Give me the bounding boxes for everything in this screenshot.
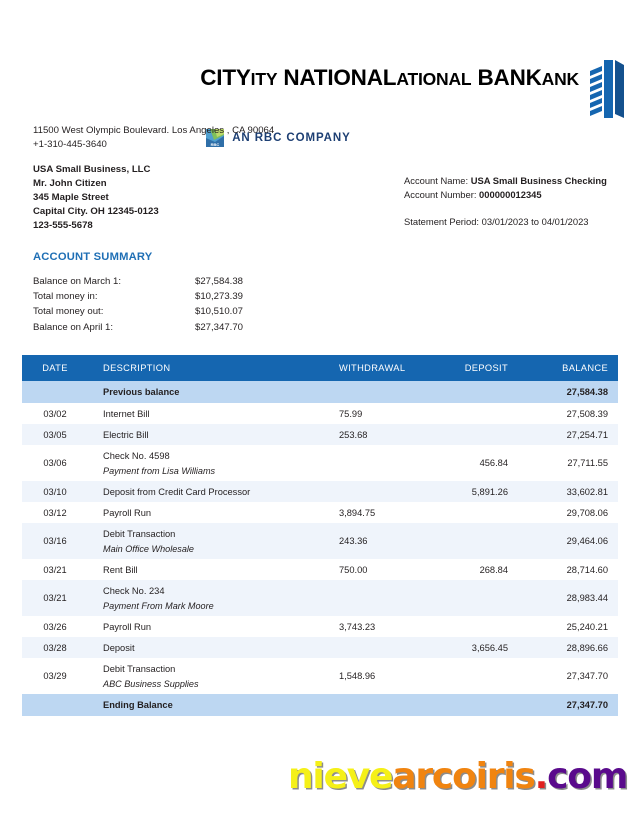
transaction-note: Payment from Lisa Williams bbox=[103, 465, 216, 476]
transaction-balance: 27,508.39 bbox=[524, 403, 618, 424]
bank-building-icon bbox=[588, 58, 626, 120]
account-summary-body bbox=[33, 277, 295, 338]
account-summary-table bbox=[33, 277, 295, 338]
transaction-balance: 28,896.66 bbox=[524, 637, 618, 658]
transaction-description: Internet Bill bbox=[88, 403, 316, 424]
site-watermark bbox=[288, 756, 628, 797]
summary-row bbox=[33, 277, 295, 292]
transaction-date: 03/16 bbox=[22, 523, 88, 559]
ending-balance-row bbox=[22, 694, 618, 716]
transaction-date: 03/05 bbox=[22, 424, 88, 445]
column-header-withdrawal: WITHDRAWAL bbox=[316, 355, 428, 381]
account-meta-block bbox=[404, 174, 607, 229]
table-row bbox=[22, 445, 618, 481]
transaction-description: Check No. 234 Payment From Mark Moore bbox=[88, 580, 316, 616]
logo-wordmark-row bbox=[200, 58, 626, 120]
transaction-description: Electric Bill bbox=[88, 424, 316, 445]
logo-word-city: CITY bbox=[200, 65, 251, 90]
transaction-withdrawal: 3,894.75 bbox=[316, 502, 428, 523]
summary-amount: $27,347.70 bbox=[195, 321, 244, 333]
transaction-withdrawal: 253.68 bbox=[316, 424, 428, 445]
summary-row bbox=[33, 323, 295, 338]
table-row bbox=[22, 658, 618, 694]
previous-balance-deposit bbox=[428, 381, 524, 403]
table-row bbox=[22, 403, 618, 424]
logo-word-bank: BANK bbox=[477, 65, 542, 90]
logo-word-national: NATIONAL bbox=[283, 65, 397, 90]
transaction-withdrawal: 750.00 bbox=[316, 559, 428, 580]
transaction-deposit bbox=[428, 523, 524, 559]
watermark-part-4: com bbox=[547, 756, 628, 797]
table-row bbox=[22, 580, 618, 616]
transaction-description: Check No. 4598 Payment from Lisa Williams bbox=[88, 445, 316, 481]
statement-period-value: 03/01/2023 to 04/01/2023 bbox=[481, 216, 589, 228]
summary-row bbox=[33, 307, 295, 322]
transaction-balance: 27,254.71 bbox=[524, 424, 618, 445]
table-header-row bbox=[22, 355, 618, 381]
transaction-deposit bbox=[428, 580, 524, 616]
watermark-part-2: arcoiris bbox=[392, 756, 535, 797]
transaction-date: 03/10 bbox=[22, 481, 88, 502]
rbc-tagline-text: AN RBC COMPANY bbox=[232, 132, 351, 144]
transaction-deposit bbox=[428, 502, 524, 523]
transactions-table bbox=[22, 355, 618, 716]
summary-amount: $27,584.38 bbox=[195, 276, 244, 287]
transaction-withdrawal: 75.99 bbox=[316, 403, 428, 424]
bank-address-line-1: 11500 West Olympic Boulevard. Los Angeles , CA 90064 bbox=[33, 125, 275, 136]
transaction-balance: 29,708.06 bbox=[524, 502, 618, 523]
ending-balance-label: Ending Balance bbox=[88, 694, 316, 716]
account-number-label: Account Number: bbox=[404, 189, 477, 201]
ending-balance-deposit bbox=[428, 694, 524, 716]
transaction-date: 03/06 bbox=[22, 445, 88, 481]
table-row bbox=[22, 502, 618, 523]
bank-address bbox=[33, 124, 274, 151]
logo-wordmark-text: CITYITY NATIONALATIONAL BANKANK bbox=[200, 65, 579, 90]
customer-address-block bbox=[33, 163, 159, 233]
transaction-deposit: 268.84 bbox=[428, 559, 524, 580]
transaction-deposit: 5,891.26 bbox=[428, 481, 524, 502]
transaction-deposit bbox=[428, 403, 524, 424]
summary-amount: $10,510.07 bbox=[195, 306, 244, 318]
transaction-description: Deposit from Credit Card Processor bbox=[88, 481, 316, 502]
previous-balance-withdrawal bbox=[316, 381, 428, 403]
table-row bbox=[22, 559, 618, 580]
account-number-row bbox=[404, 188, 607, 202]
account-name-row bbox=[404, 174, 607, 188]
statement-period-row bbox=[404, 215, 607, 229]
table-row bbox=[22, 481, 618, 502]
transaction-date: 03/02 bbox=[22, 403, 88, 424]
statement-period-label: Statement Period: bbox=[404, 216, 480, 228]
customer-company: USA Small Business, LLC bbox=[33, 164, 151, 175]
transaction-date: 03/29 bbox=[22, 658, 88, 694]
table-row bbox=[22, 616, 618, 637]
transaction-date: 03/28 bbox=[22, 637, 88, 658]
transaction-balance: 25,240.21 bbox=[524, 616, 618, 637]
watermark-part-1: nieve bbox=[288, 756, 393, 797]
column-header-date: DATE bbox=[22, 355, 88, 381]
table-row bbox=[22, 637, 618, 658]
customer-street: 345 Maple Street bbox=[33, 191, 109, 203]
transaction-date: 03/12 bbox=[22, 502, 88, 523]
column-header-balance: BALANCE bbox=[524, 355, 618, 381]
bank-phone: +1-310-445-3640 bbox=[33, 138, 107, 150]
summary-label: Total money out: bbox=[33, 306, 104, 318]
transaction-balance: 27,711.55 bbox=[524, 445, 618, 481]
customer-phone: 123-555-5678 bbox=[33, 219, 93, 231]
transaction-description: Debit Transaction Main Office Wholesale bbox=[88, 523, 316, 559]
transaction-description: Deposit bbox=[88, 637, 316, 658]
transaction-withdrawal: 1,548.96 bbox=[316, 658, 428, 694]
account-summary-heading: ACCOUNT SUMMARY bbox=[33, 251, 153, 263]
transaction-balance: 28,714.60 bbox=[524, 559, 618, 580]
transactions-table-body bbox=[22, 381, 618, 716]
svg-text:RBC: RBC bbox=[210, 142, 220, 147]
transaction-balance: 29,464.06 bbox=[524, 523, 618, 559]
transaction-balance: 28,983.44 bbox=[524, 580, 618, 616]
transaction-withdrawal bbox=[316, 580, 428, 616]
transaction-withdrawal bbox=[316, 445, 428, 481]
previous-balance-label: Previous balance bbox=[88, 381, 316, 403]
transaction-deposit bbox=[428, 658, 524, 694]
transaction-withdrawal: 3,743.23 bbox=[316, 616, 428, 637]
transaction-description: Payroll Run bbox=[88, 616, 316, 637]
summary-label: Balance on April 1: bbox=[33, 321, 114, 333]
transaction-deposit: 3,656.45 bbox=[428, 637, 524, 658]
account-name-label: Account Name: bbox=[404, 175, 469, 186]
transaction-balance: 27,347.70 bbox=[524, 658, 618, 694]
previous-balance-amount: 27,584.38 bbox=[524, 381, 618, 403]
transaction-note: Main Office Wholesale bbox=[103, 543, 194, 554]
transaction-note: ABC Business Supplies bbox=[103, 678, 199, 689]
summary-label: Balance on March 1: bbox=[33, 276, 121, 287]
transaction-date: 03/21 bbox=[22, 559, 88, 580]
watermark-part-3: . bbox=[534, 756, 548, 797]
ending-balance-withdrawal bbox=[316, 694, 428, 716]
ending-balance-date bbox=[22, 694, 88, 716]
transaction-description: Debit Transaction ABC Business Supplies bbox=[88, 658, 316, 694]
table-row bbox=[22, 523, 618, 559]
previous-balance-date bbox=[22, 381, 88, 403]
column-header-description: DESCRIPTION bbox=[88, 355, 316, 381]
transaction-withdrawal bbox=[316, 481, 428, 502]
transactions-table-header bbox=[22, 355, 618, 381]
transaction-deposit bbox=[428, 616, 524, 637]
transaction-deposit bbox=[428, 424, 524, 445]
transaction-note: Payment From Mark Moore bbox=[103, 600, 214, 611]
summary-amount: $10,273.39 bbox=[195, 291, 244, 303]
summary-row bbox=[33, 292, 295, 307]
transaction-date: 03/26 bbox=[22, 616, 88, 637]
transaction-withdrawal: 243.36 bbox=[316, 523, 428, 559]
account-number-value: 000000012345 bbox=[479, 189, 542, 201]
column-header-deposit: DEPOSIT bbox=[428, 355, 524, 381]
transaction-description: Payroll Run bbox=[88, 502, 316, 523]
customer-name: Mr. John Citizen bbox=[33, 177, 107, 189]
table-row bbox=[22, 424, 618, 445]
account-name-value: USA Small Business Checking bbox=[470, 175, 607, 186]
customer-city-state-zip: Capital City. OH 12345-0123 bbox=[33, 205, 159, 217]
transaction-deposit: 456.84 bbox=[428, 445, 524, 481]
transaction-date: 03/21 bbox=[22, 580, 88, 616]
ending-balance-amount: 27,347.70 bbox=[524, 694, 618, 716]
summary-label: Total money in: bbox=[33, 291, 98, 303]
transaction-description: Rent Bill bbox=[88, 559, 316, 580]
transaction-balance: 33,602.81 bbox=[524, 481, 618, 502]
transaction-withdrawal bbox=[316, 637, 428, 658]
previous-balance-row bbox=[22, 381, 618, 403]
